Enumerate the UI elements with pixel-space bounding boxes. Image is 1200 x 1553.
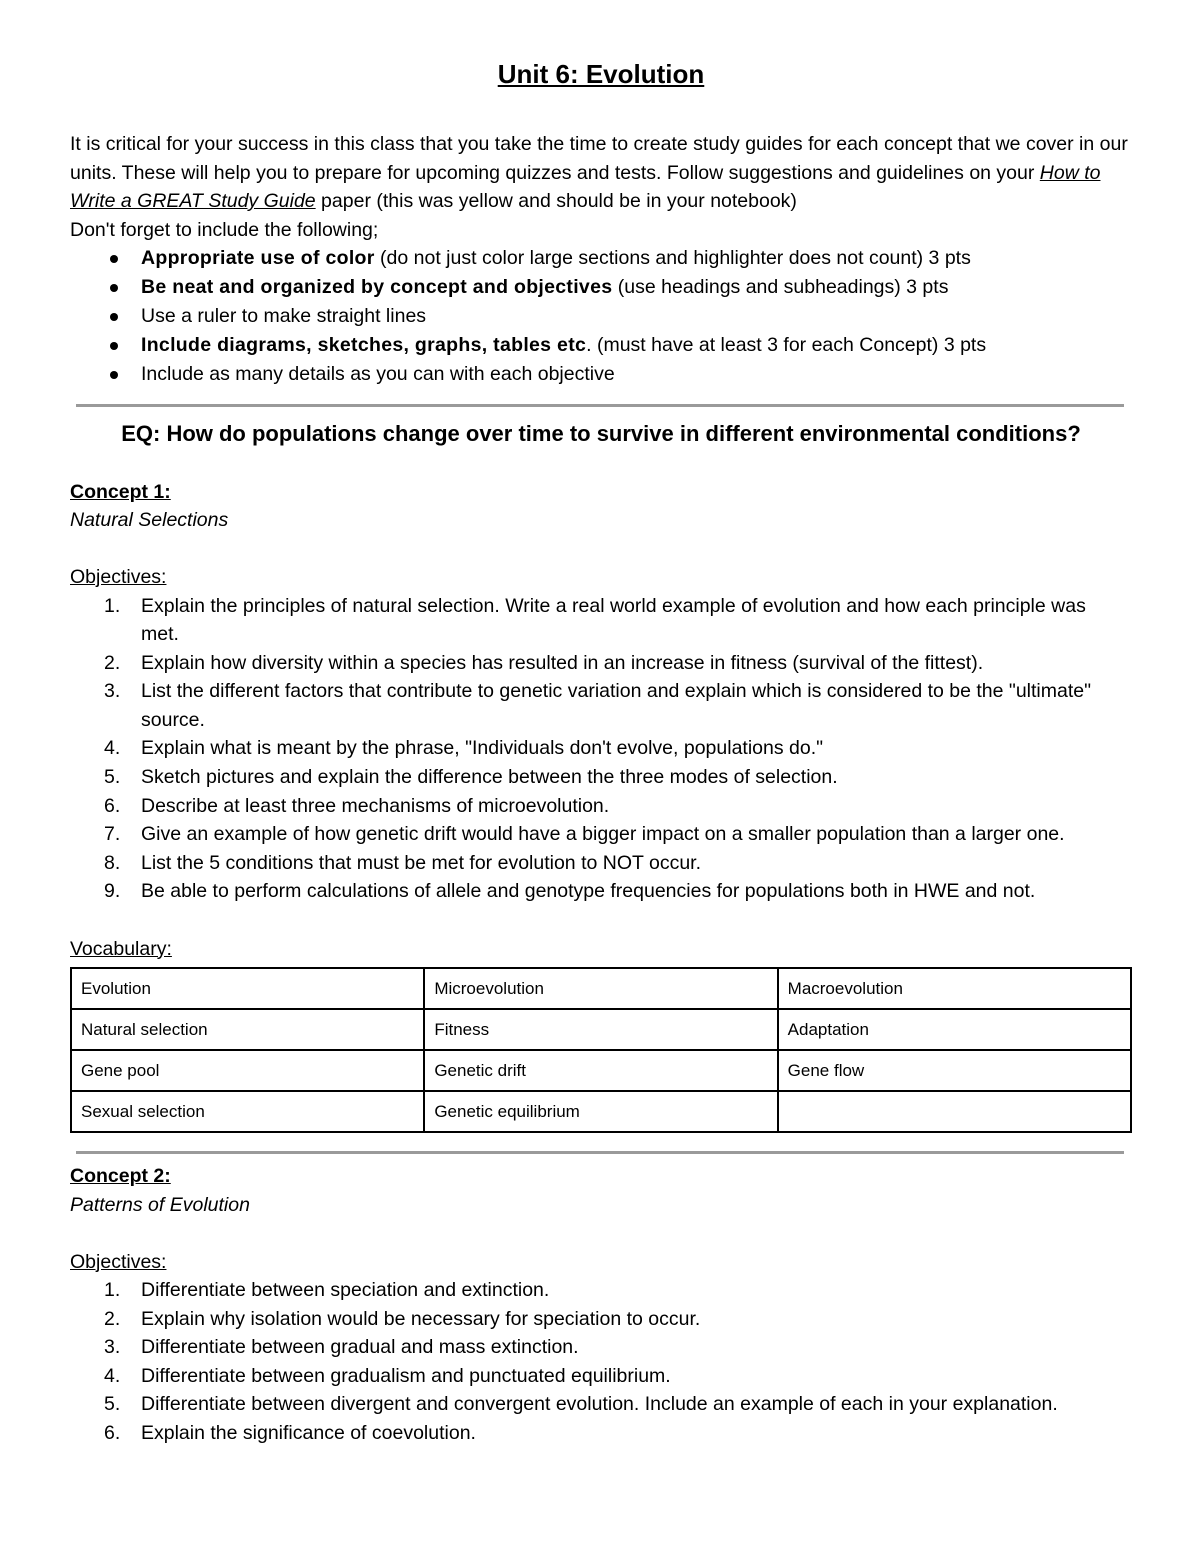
bullet-bold: Appropriate use of color — [141, 247, 375, 269]
divider — [76, 404, 1124, 407]
table-cell: Genetic drift — [424, 1050, 777, 1091]
list-item — [70, 1333, 1132, 1362]
intro-text — [70, 130, 1132, 216]
table-cell: Genetic equilibrium — [424, 1091, 777, 1132]
intro-line1-after: paper (this was yellow and should be in your notebook) — [315, 190, 797, 212]
list-item — [70, 302, 1132, 331]
objective-number: 6. — [104, 794, 121, 817]
objective-text: Differentiate between speciation and extinction. — [141, 1279, 550, 1302]
table-cell: Evolution — [71, 968, 424, 1009]
bullet-text: (do not just color large sections and highlighter does not count) 3 pts — [374, 247, 971, 269]
list-item — [70, 1305, 1132, 1334]
objective-number: 4. — [104, 737, 121, 760]
table-cell: Gene pool — [71, 1050, 424, 1091]
objective-text: Sketch pictures and explain the difference between the three modes of selection. — [141, 766, 838, 789]
bullet-text: (use headings and subheadings) 3 pts — [612, 276, 949, 298]
table-cell: Microevolution — [424, 968, 777, 1009]
list-item — [70, 820, 1132, 849]
objective-text: Differentiate between gradual and mass extinction. — [141, 1336, 579, 1359]
objective-text: Differentiate between gradualism and punctuated equilibrium. — [141, 1364, 671, 1387]
list-item — [70, 1276, 1132, 1305]
table-row — [71, 968, 1131, 1009]
objective-text: Explain the significance of coevolution. — [141, 1422, 476, 1444]
objective-number: 3. — [104, 1336, 121, 1359]
concept1-objectives-label: Objectives: — [70, 566, 167, 588]
essential-question: EQ: How do populations change over time to survive in different environmental conditions? — [121, 421, 1081, 446]
objective-number: 5. — [104, 1393, 121, 1416]
table-row — [71, 1091, 1131, 1132]
objective-text: Explain the principles of natural selection. Write a real world example of evolution and how each principle was met. — [141, 594, 1086, 646]
list-item — [70, 877, 1132, 906]
concept2-objectives-label: Objectives: — [70, 1250, 167, 1273]
list-item — [70, 1390, 1132, 1419]
concept1-name: Natural Selections — [70, 509, 229, 531]
list-item — [70, 273, 1132, 302]
study-guide-title: How to Write a GREAT Study Guide — [70, 161, 1101, 212]
list-item — [70, 734, 1132, 763]
list-item — [70, 331, 1132, 360]
bullet-bold: Include diagrams, sketches, graphs, tables etc — [141, 334, 587, 356]
table-cell: Sexual selection — [71, 1091, 424, 1132]
table-row — [71, 1050, 1131, 1091]
bullet-text: . (must have at least 3 for each Concept) 3 pts — [586, 334, 987, 356]
document-page — [70, 54, 1132, 1448]
list-item — [70, 849, 1132, 878]
table-cell: Gene flow — [778, 1050, 1131, 1091]
table-cell: Macroevolution — [778, 968, 1131, 1009]
objective-number: 1. — [104, 1279, 121, 1302]
concept2-name: Patterns of Evolution — [70, 1193, 250, 1216]
intro-line2: Don't forget to include the following; — [70, 218, 379, 241]
objective-text: Differentiate between divergent and convergent evolution. Include an example of each in your explanation. — [141, 1393, 1058, 1416]
objective-text: Describe at least three mechanisms of microevolution. — [141, 794, 610, 817]
objective-text: Explain why isolation would be necessary for speciation to occur. — [141, 1307, 701, 1330]
objective-number: 7. — [104, 823, 121, 846]
objective-number: 8. — [104, 851, 121, 874]
table-cell — [778, 1091, 1131, 1132]
objective-number: 9. — [104, 880, 121, 903]
divider — [76, 1151, 1124, 1154]
concept1-heading: Concept 1: — [70, 480, 171, 503]
bullet-bold: Be neat and organized by concept and objectives — [141, 276, 613, 298]
table-cell: Fitness — [424, 1009, 777, 1050]
intro-paragraph — [70, 130, 1132, 244]
concept2-heading: Concept 2: — [70, 1165, 171, 1188]
bullet-text: Use a ruler to make straight lines — [141, 305, 427, 327]
table-row — [71, 1009, 1131, 1050]
list-item — [70, 1419, 1132, 1448]
objective-number: 3. — [104, 680, 121, 703]
objective-text: Explain how diversity within a species has resulted in an increase in fitness (survival of the fittest). — [141, 651, 984, 674]
objective-text: List the 5 conditions that must be met for evolution to NOT occur. — [141, 851, 702, 874]
objective-number: 1. — [104, 594, 121, 617]
table-cell: Natural selection — [71, 1009, 424, 1050]
concept2-objectives — [70, 1276, 1132, 1448]
vocabulary-label: Vocabulary: — [70, 937, 172, 960]
objective-text: Explain what is meant by the phrase, "Individuals don't evolve, populations do." — [141, 737, 824, 760]
objective-text: List the different factors that contribute to genetic variation and explain which is considered to be the "ultimate" source. — [141, 680, 1092, 731]
list-item — [70, 1362, 1132, 1391]
list-item — [70, 592, 1132, 649]
objective-number: 6. — [104, 1422, 121, 1444]
objective-text: Be able to perform calculations of allele and genotype frequencies for populations both in HWE and not. — [141, 880, 1036, 903]
list-item — [70, 677, 1132, 734]
objective-number: 2. — [104, 1307, 121, 1330]
list-item — [70, 763, 1132, 792]
objective-number: 2. — [104, 651, 121, 674]
page-title: Unit 6: Evolution — [497, 59, 705, 89]
intro-line1: It is critical for your success in this class that you take the time to create study guides for each concept that we cover in our units. These will help you to prepare for upcoming quizzes and tests. Follow suggestions and guidelines on your — [70, 133, 1128, 184]
table-cell: Adaptation — [778, 1009, 1131, 1050]
objective-number: 5. — [104, 766, 121, 789]
list-item — [70, 360, 1132, 389]
vocabulary-table — [70, 967, 1132, 1133]
bullet-text: Include as many details as you can with each objective — [141, 363, 615, 385]
requirements-list — [70, 244, 1132, 389]
list-item — [70, 649, 1132, 678]
objective-text: Give an example of how genetic drift would have a bigger impact on a smaller population than a larger one. — [141, 823, 1065, 846]
concept1-objectives — [70, 592, 1132, 907]
list-item — [70, 244, 1132, 273]
objective-number: 4. — [104, 1364, 121, 1387]
list-item — [70, 792, 1132, 821]
